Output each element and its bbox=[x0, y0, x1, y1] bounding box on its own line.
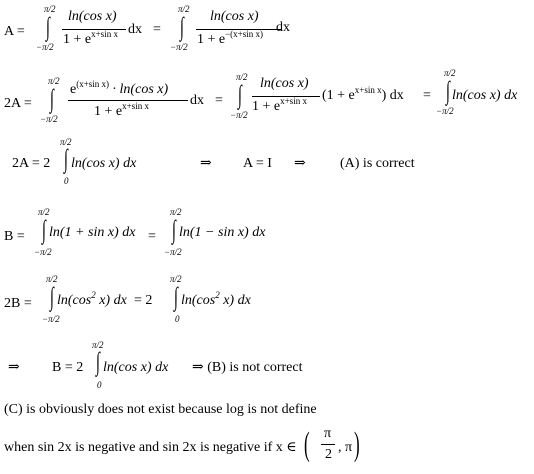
l3-integrand: ln(cos x) dx bbox=[71, 156, 137, 171]
l2-lower-limit-1: −π/2 bbox=[40, 114, 58, 124]
integral-sign-10: ∫ bbox=[174, 282, 178, 311]
l1-lower-limit-1: −π/2 bbox=[36, 42, 54, 52]
l1-dx-1: dx bbox=[128, 22, 142, 37]
integral-sign-11: ∫ bbox=[96, 347, 100, 376]
l3-conclusion: (A) is correct bbox=[340, 156, 415, 171]
l6-conclusion: ⇒ (B) is not correct bbox=[192, 360, 303, 375]
l2-multiplier: $(1 + e^{x+sin x})$ dx bbox=[322, 85, 404, 103]
l1-denominator-2: $1 + e^{-(x+sin x)}$ bbox=[197, 29, 264, 47]
l5-lower-limit-1: −π/2 bbox=[42, 314, 60, 324]
l1-lower-limit-2: −π/2 bbox=[170, 42, 188, 52]
l4-integral-2: ln(1 − sin x) dx bbox=[179, 225, 266, 240]
l1-numerator-2: ln(cos x) bbox=[210, 9, 259, 24]
l4-upper-limit-1: π/2 bbox=[38, 207, 50, 217]
l2-lower-limit-3: −π/2 bbox=[436, 106, 454, 116]
integral-sign-3: ∫ bbox=[50, 84, 54, 113]
integral-sign-4: ∫ bbox=[238, 80, 242, 109]
l3-arrow-1: ⇒ bbox=[200, 156, 212, 171]
integral-sign-1: ∫ bbox=[46, 12, 50, 41]
l5-integral-1: $\ln(\cos^2$ x) dx bbox=[57, 290, 127, 308]
l8-fraction-bar bbox=[321, 444, 335, 445]
l1-upper-limit-2: π/2 bbox=[178, 4, 190, 14]
l1-equals: = bbox=[153, 22, 161, 37]
integral-sign-7: ∫ bbox=[42, 215, 46, 244]
l1-numerator-1: ln(cos x) bbox=[68, 9, 117, 24]
l5-lhs: 2B = bbox=[4, 296, 32, 311]
l2-numerator-1: $e^{(x+sin x)} \cdot \ln(\cos$ x) bbox=[70, 79, 169, 97]
l3-lower-limit: 0 bbox=[64, 176, 69, 186]
l4-lhs: B = bbox=[4, 229, 25, 244]
integral-sign-8: ∫ bbox=[172, 215, 176, 244]
l5-lower-limit-2: 0 bbox=[175, 314, 180, 324]
l2-lhs: 2A = bbox=[4, 96, 32, 111]
l2-denominator-2: $1 + e^{x+sin x}$ bbox=[252, 96, 307, 114]
l5-equals: = 2 bbox=[134, 293, 153, 308]
l1-dx-2: dx bbox=[276, 20, 290, 35]
l5-upper-limit-1: π/2 bbox=[46, 274, 58, 284]
l2-equals-1: = bbox=[215, 93, 223, 108]
l2-denominator-1: $1 + e^{x+sin x}$ bbox=[94, 101, 149, 119]
l6-integrand: ln(cos x) dx bbox=[103, 360, 169, 375]
l3-result: A = I bbox=[243, 156, 272, 171]
l4-integral-1: ln(1 + sin x) dx bbox=[49, 225, 136, 240]
integral-sign-2: ∫ bbox=[180, 12, 184, 41]
integral-sign-6: ∫ bbox=[64, 144, 68, 173]
l8-right-paren: ) bbox=[354, 426, 360, 463]
l1-upper-limit-1: π/2 bbox=[44, 4, 56, 14]
l3-arrow-2: ⇒ bbox=[294, 156, 306, 171]
l2-lower-limit-2: −π/2 bbox=[230, 110, 248, 120]
l2-tail: ln(cos x) dx bbox=[452, 88, 518, 103]
l8-frac-num: π bbox=[324, 426, 332, 441]
l6-arrow: ⇒ bbox=[8, 360, 20, 375]
l8-frac-den: 2 bbox=[325, 447, 332, 462]
l4-equals: = bbox=[148, 229, 156, 244]
l2-dx-1: dx bbox=[190, 93, 204, 108]
l8-tail: , π bbox=[338, 440, 353, 455]
l4-upper-limit-2: π/2 bbox=[170, 207, 182, 217]
l5-upper-limit-2: π/2 bbox=[170, 274, 182, 284]
l2-upper-limit-1: π/2 bbox=[48, 76, 60, 86]
integral-sign-5: ∫ bbox=[446, 76, 450, 105]
l6-lower-limit: 0 bbox=[97, 380, 102, 390]
l8-left-paren: ( bbox=[304, 426, 310, 463]
l2-equals-2: = bbox=[423, 88, 431, 103]
integral-sign-9: ∫ bbox=[50, 282, 54, 311]
l3-lhs: 2A = 2 bbox=[12, 156, 51, 171]
l6-upper-limit: π/2 bbox=[92, 340, 104, 350]
l5-integral-2: $\ln(\cos^2$ x) dx bbox=[181, 290, 251, 308]
l4-lower-limit-1: −π/2 bbox=[34, 247, 52, 257]
l6-lhs: B = 2 bbox=[52, 360, 84, 375]
l3-upper-limit: π/2 bbox=[60, 137, 72, 147]
l1-denominator-1: $1 + e^{x+sin x}$ bbox=[63, 29, 118, 47]
l8-text: when sin 2x is negative and sin 2x is negative if x ∈ bbox=[4, 440, 297, 455]
l4-lower-limit-2: −π/2 bbox=[164, 247, 182, 257]
l2-upper-limit-3: π/2 bbox=[444, 68, 456, 78]
l1-lhs: A = bbox=[4, 24, 25, 39]
l2-upper-limit-2: π/2 bbox=[236, 72, 248, 82]
l7-text: (C) is obviously does not exist because log is not define bbox=[4, 402, 317, 417]
l2-numerator-2: ln(cos x) bbox=[260, 76, 309, 91]
